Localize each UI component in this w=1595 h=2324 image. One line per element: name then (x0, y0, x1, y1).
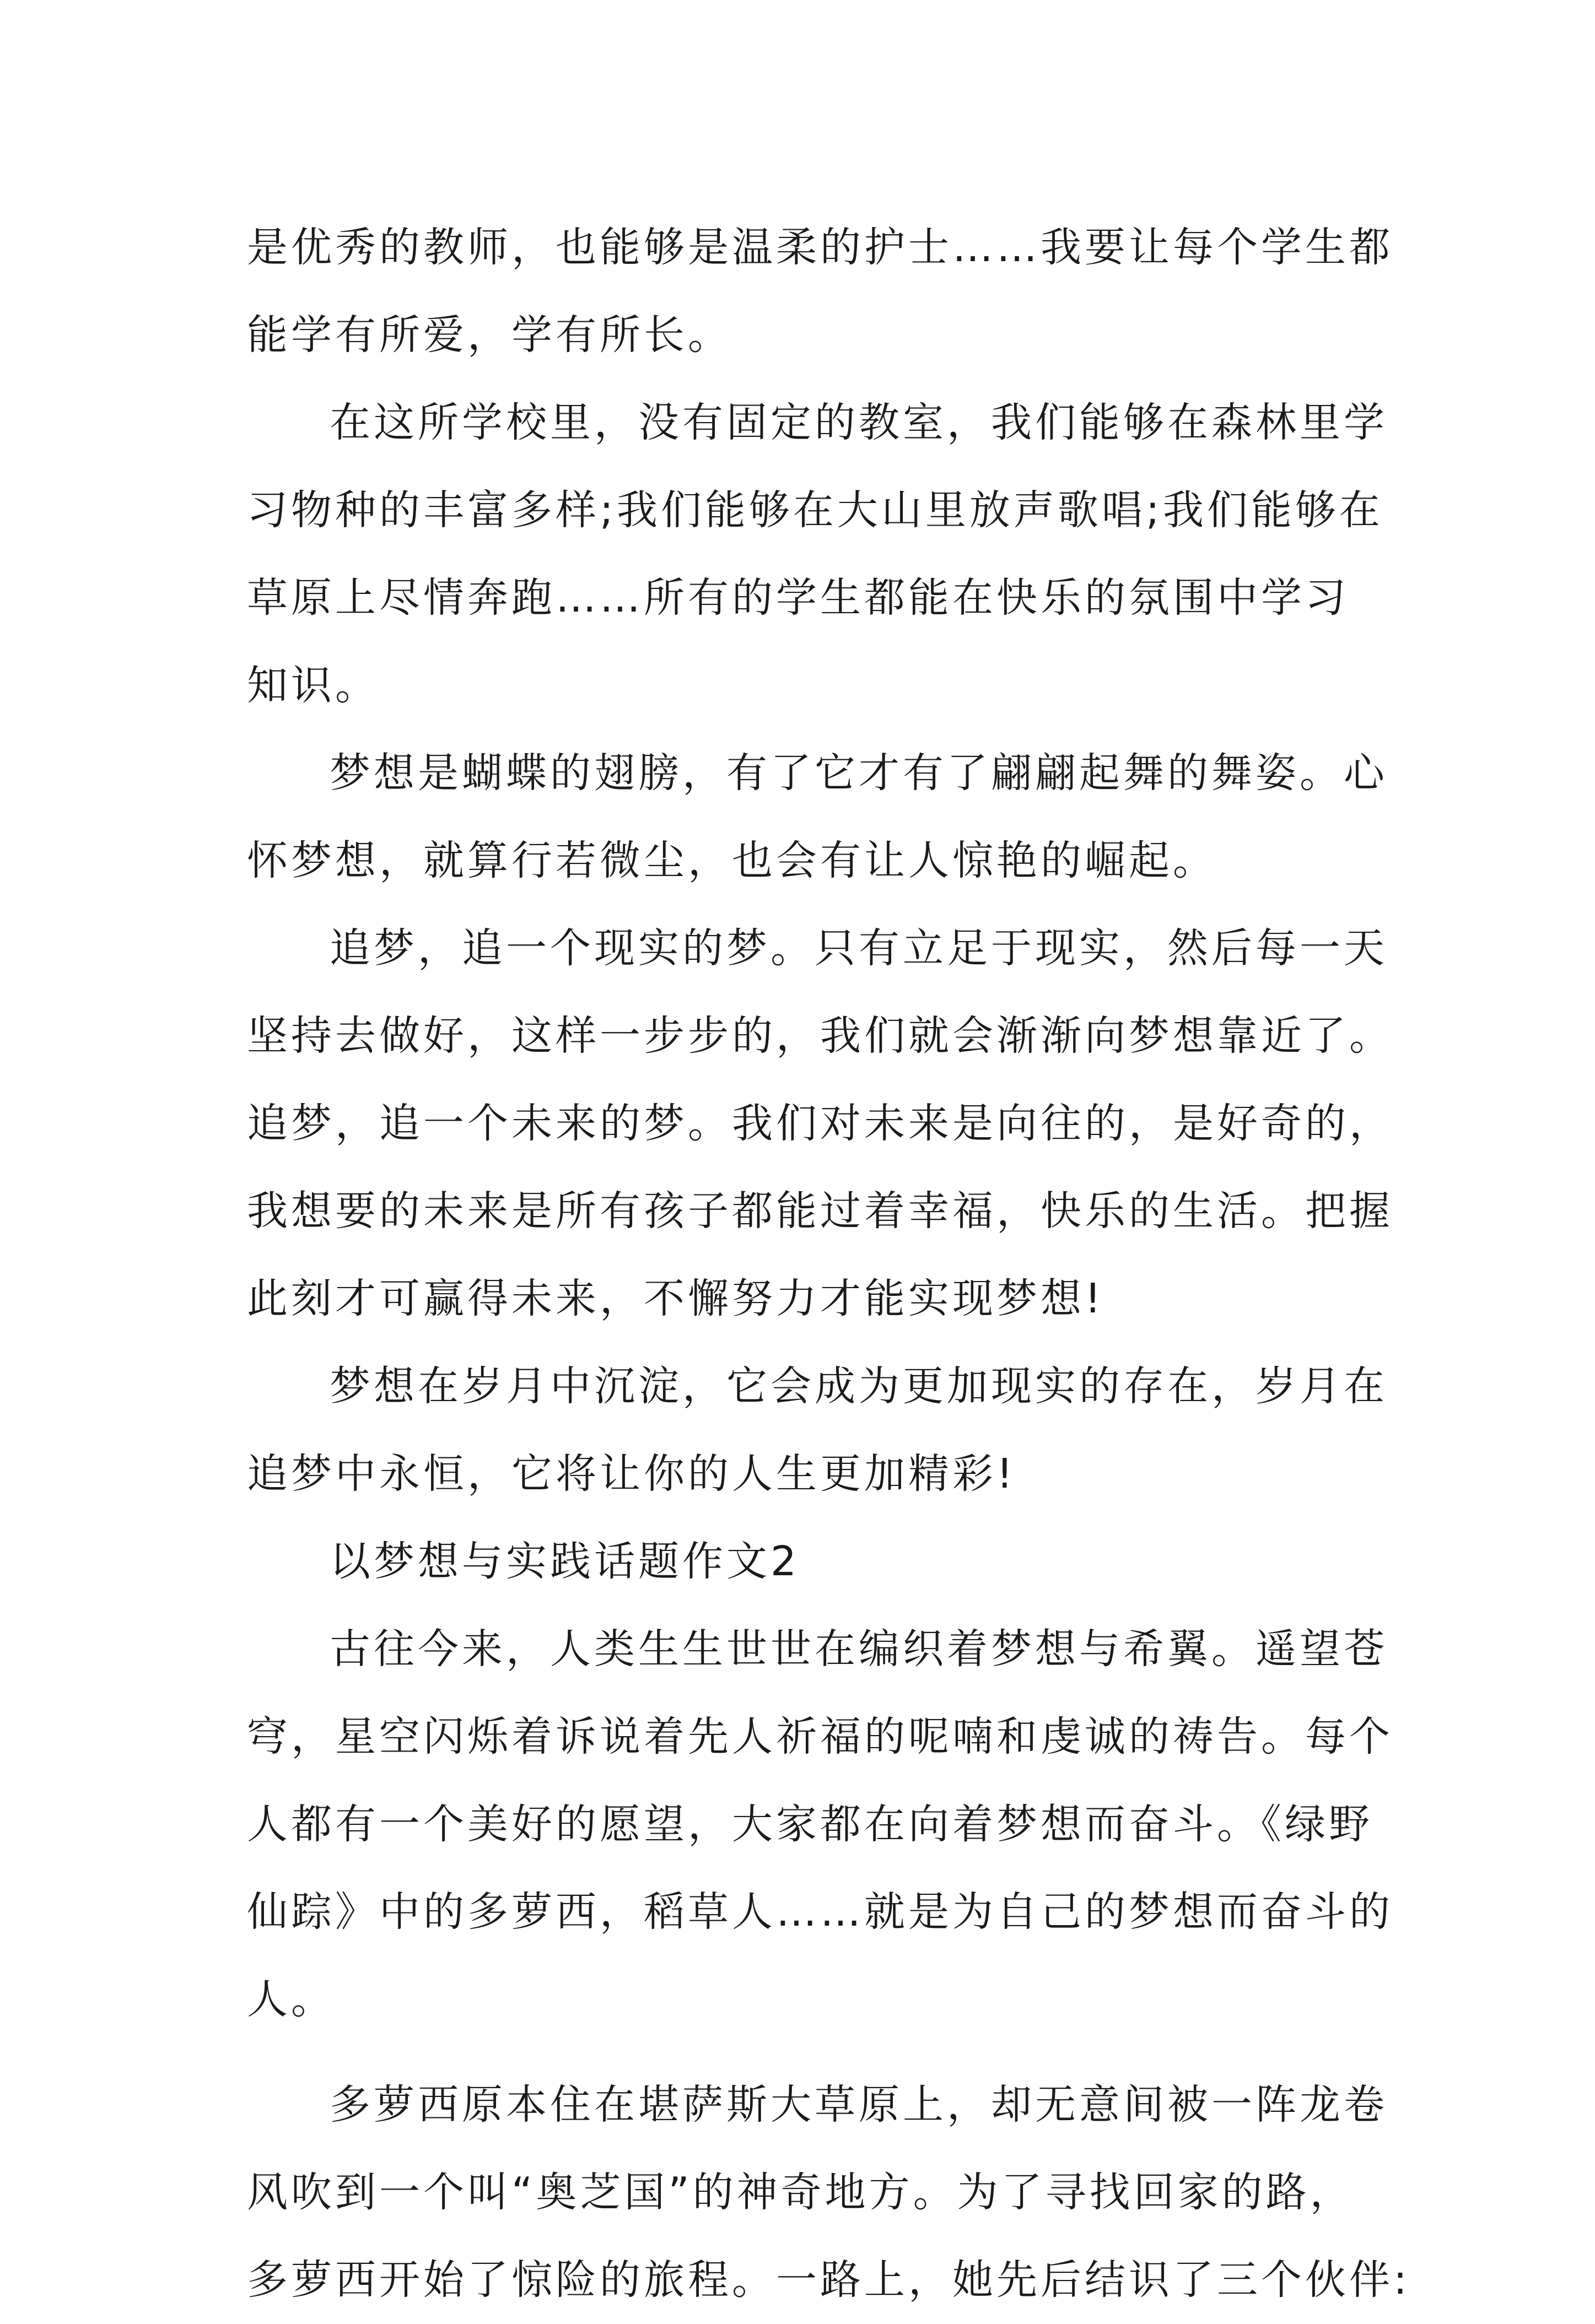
text-line: 多萝西开始了惊险的旅程。一路上，她先后结识了三个伙伴: (247, 2256, 1410, 2304)
paragraph-start-line: 梦想在岁月中沉淀，它会成为更加现实的存在，岁月在 (330, 1363, 1388, 1410)
text-line: 习物种的丰富多样;我们能够在大山里放声歌唱;我们能够在 (247, 487, 1383, 534)
text-line: 草原上尽情奔跑……所有的学生都能在快乐的氛围中学习 (247, 574, 1349, 621)
paragraph-start-line: 古往今来，人类生生世世在编织着梦想与希翼。遥望苍 (330, 1625, 1388, 1673)
text-line: 坚持去做好，这样一步步的，我们就会渐渐向梦想靠近了。 (247, 1012, 1393, 1060)
text-line: 此刻才可赢得未来，不懈努力才能实现梦想! (247, 1275, 1104, 1322)
paragraph-start-line: 在这所学校里，没有固定的教室，我们能够在森林里学 (330, 399, 1388, 446)
text-line: 我想要的未来是所有孩子都能过着幸福，快乐的生活。把握 (247, 1187, 1393, 1235)
document-body (247, 204, 1410, 2324)
text-line: 能学有所爱，学有所长。 (247, 311, 732, 359)
text-line: 人都有一个美好的愿望，大家都在向着梦想而奋斗。《绿野 (247, 1801, 1373, 1848)
section-heading: 以梦想与实践话题作文2 (330, 1538, 800, 1585)
text-line: 仙踪》中的多萝西，稻草人……就是为自己的梦想而奋斗的 (247, 1888, 1393, 1936)
text-line: 是优秀的教师，也能够是温柔的护士……我要让每个学生都 (247, 224, 1393, 271)
paragraph-start-line: 多萝西原本住在堪萨斯大草原上，却无意间被一阵龙卷 (330, 2081, 1388, 2128)
text-line: 追梦，追一个未来的梦。我们对未来是向往的，是好奇的， (247, 1100, 1393, 1147)
text-line: 人。 (247, 1976, 335, 2023)
text-line: 风吹到一个叫“奥芝国”的神奇地方。为了寻找回家的路， (247, 2169, 1354, 2216)
paragraph-start-line: 追梦，追一个现实的梦。只有立足于现实，然后每一天 (330, 925, 1388, 972)
text-line: 知识。 (247, 662, 379, 709)
paragraph-start-line: 梦想是蝴蝶的翅膀，有了它才有了翩翩起舞的舞姿。心 (330, 749, 1388, 797)
text-line: 追梦中永恒，它将让你的人生更加精彩! (247, 1450, 1016, 1498)
text-line: 穹，星空闪烁着诉说着先人祈福的呢喃和虔诚的祷告。每个 (247, 1713, 1393, 1760)
text-line: 怀梦想，就算行若微尘，也会有让人惊艳的崛起。 (247, 837, 1217, 884)
